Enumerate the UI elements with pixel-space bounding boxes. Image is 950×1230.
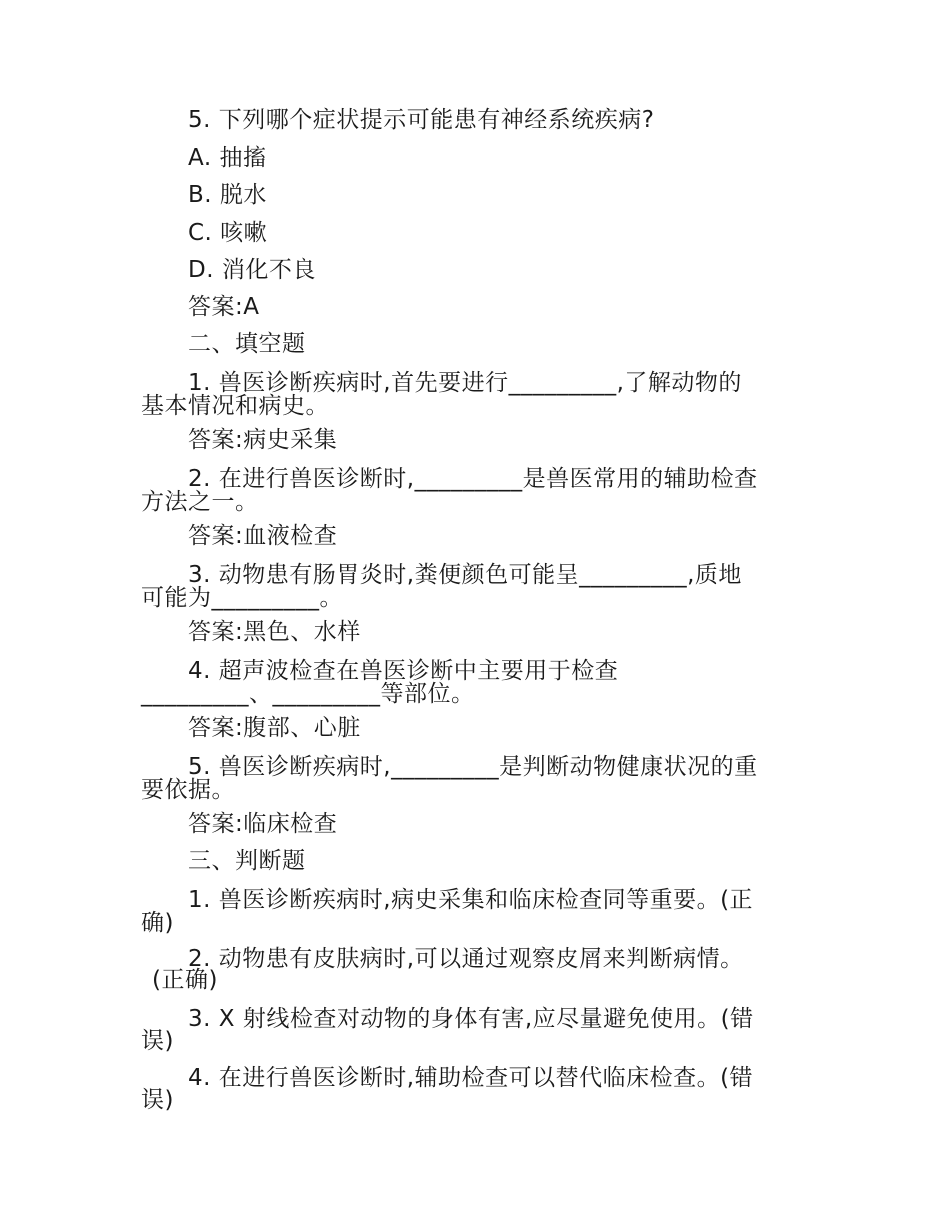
fill-blank-q1-line1: 1. 兽医诊断疾病时,首先要进行_________,了解动物的 <box>188 370 742 396</box>
fill-blank-q3-line1: 3. 动物患有肠胃炎时,粪便颜色可能呈_________,质地 <box>188 562 742 588</box>
fill-blank-q5-line2: 要依据。 <box>141 777 235 803</box>
fill-blank-q5-answer: 答案:临床检查 <box>188 811 338 837</box>
true-false-q3-line2: 误) <box>141 1028 174 1054</box>
true-false-q1-line2: 确) <box>141 910 174 936</box>
fill-blank-q1-line2: 基本情况和病史。 <box>141 393 329 419</box>
true-false-q4-line2: 误) <box>141 1087 174 1113</box>
fill-blank-q4-answer: 答案:腹部、心脏 <box>188 715 361 741</box>
fill-blank-q2-answer: 答案:血液检查 <box>188 523 338 549</box>
answer-text: 答案:A <box>188 294 260 320</box>
fill-blank-q2-line1: 2. 在进行兽医诊断时,_________是兽医常用的辅助检查 <box>188 466 758 492</box>
true-false-q3-line1: 3. X 射线检查对动物的身体有害,应尽量避免使用。(错 <box>188 1006 754 1032</box>
true-false-q1-line1: 1. 兽医诊断疾病时,病史采集和临床检查同等重要。(正 <box>188 887 754 913</box>
section-heading-fill-blank: 二、填空题 <box>188 331 306 357</box>
option-b: B. 脱水 <box>188 182 267 208</box>
section-heading-true-false: 三、判断题 <box>188 848 306 874</box>
fill-blank-q3-line2: 可能为_________。 <box>141 585 343 611</box>
fill-blank-q4-line1: 4. 超声波检查在兽医诊断中主要用于检查 <box>188 658 619 684</box>
option-a: A. 抽搐 <box>188 145 267 171</box>
true-false-q2-line1: 2. 动物患有皮肤病时,可以通过观察皮屑来判断病情。 <box>188 946 744 972</box>
fill-blank-q1-answer: 答案:病史采集 <box>188 427 338 453</box>
fill-blank-q5-line1: 5. 兽医诊断疾病时,_________是判断动物健康状况的重 <box>188 754 758 780</box>
true-false-q2-line2: (正确) <box>152 967 218 993</box>
true-false-q4-line1: 4. 在进行兽医诊断时,辅助检查可以替代临床检查。(错 <box>188 1065 754 1091</box>
option-d: D. 消化不良 <box>188 257 316 283</box>
fill-blank-q4-line2: _________、_________等部位。 <box>141 681 475 707</box>
option-c: C. 咳嗽 <box>188 220 268 246</box>
question-5-text: 5. 下列哪个症状提示可能患有神经系统疾病? <box>188 107 655 133</box>
fill-blank-q2-line2: 方法之一。 <box>141 489 259 515</box>
fill-blank-q3-answer: 答案:黑色、水样 <box>188 619 361 645</box>
